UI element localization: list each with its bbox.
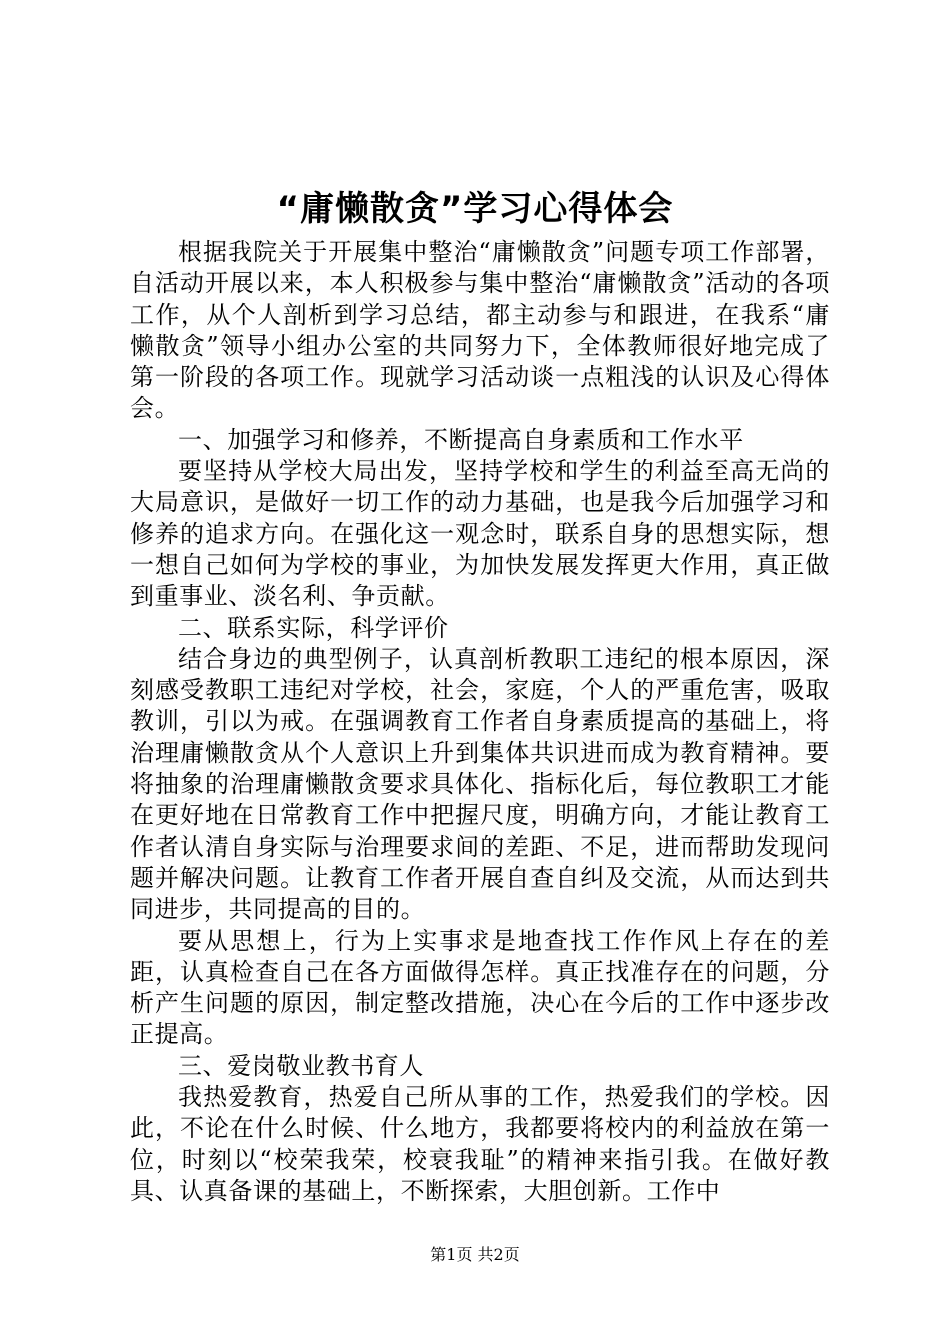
document-title: “庸懒散贪”学习心得体会 bbox=[276, 189, 674, 229]
section-heading-3: 三、爱岗敬业教书育人 bbox=[178, 1051, 424, 1080]
document-body bbox=[130, 237, 830, 1207]
paragraph-section-2b: 要从思想上，行为上实事求是地查找工作作风上存在的差距，认真检查自己在各方面做得怎样。真正找准存在的问题，分析产生问题的原因，制定整改措施，决心在今后的工作中逐步改正提高。 bbox=[130, 926, 830, 1049]
page-number-footer: 第1页 共2页 bbox=[430, 1245, 520, 1264]
paragraph-section-3: 我热爱教育，热爱自己所从事的工作，热爱我们的学校。因此，不论在什么时候、什么地方，我都要将校内的利益放在第一位，时刻以“校荣我荣，校衰我耻”的精神来指引我。在做好教具、认真备课的基础上，不断探索，大胆创新。工作中 bbox=[130, 1083, 830, 1205]
section-heading-2: 二、联系实际，科学评价 bbox=[178, 613, 449, 642]
paragraph-section-2a: 结合身边的典型例子，认真剖析教职工违纪的根本原因，深刻感受教职工违纪对学校，社会，家庭，个人的严重危害，吸取教训，引以为戒。在强调教育工作者自身素质提高的基础上，将治理庸懒散贪从个人意识上升到集体共识进而成为教育精神。要将抽象的治理庸懒散贪要求具体化、指标化后，每位教职工才能在更好地在日常教育工作中把握尺度，明确方向，才能让教育工作者认清自身实际与治理要求间的差距、不足，进而帮助发现问题并解决问题。让教育工作者开展自查自纠及交流，从而达到共同进步，共同提高的目的。 bbox=[130, 644, 830, 924]
paragraph-section-1: 要坚持从学校大局出发，坚持学校和学生的利益至高无尚的大局意识，是做好一切工作的动力基础，也是我今后加强学习和修养的追求方向。在强化这一观念时，联系自身的思想实际，想一想自己如何为学校的事业，为加快发展发挥更大作用，真正做到重事业、淡名利、争贡献。 bbox=[130, 457, 830, 611]
section-heading-1: 一、加强学习和修养，不断提高自身素质和工作水平 bbox=[178, 425, 744, 454]
paragraph-intro: 根据我院关于开展集中整治“庸懒散贪”问题专项工作部署，自活动开展以来，本人积极参与集中整治“庸懒散贪”活动的各项工作，从个人剖析到学习总结，都主动参与和跟进，在我系“庸懒散贪”领导小组办公室的共同努力下，全体教师很好地完成了第一阶段的各项工作。现就学习活动谈一点粗浅的认识及心得体会。 bbox=[130, 238, 830, 423]
